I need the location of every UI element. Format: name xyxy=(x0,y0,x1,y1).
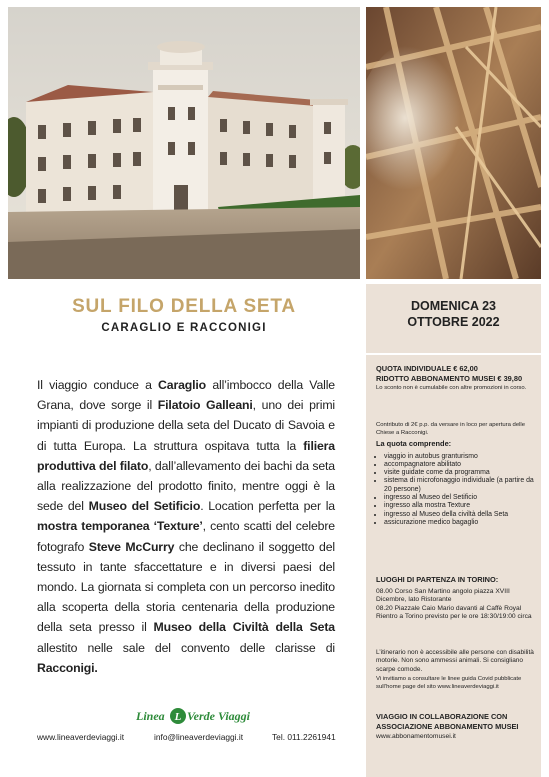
body-text-segment: , cento scatti del celebre fotografo xyxy=(37,519,335,554)
svg-text:Linea: Linea xyxy=(136,709,165,723)
includes-item: • assicurazione medico bagaglio xyxy=(384,519,536,527)
collab-line-2: ASSOCIAZIONE ABBONAMENTO MUSEI xyxy=(376,721,519,731)
loom-photo xyxy=(366,7,541,279)
body-text-segment: , uno dei primi impianti di produzione della seta del Ducato di Savoia e di tutta Europa. La struttura ospitava tutta la xyxy=(37,398,335,453)
date-line-2: OTTOBRE 2022 xyxy=(407,315,500,329)
footer-email-link[interactable]: info@lineaverdeviaggi.it xyxy=(154,732,244,742)
castle-photo xyxy=(8,7,360,279)
description-paragraph xyxy=(37,375,335,678)
svg-text:L: L xyxy=(174,711,182,723)
includes-item: • ingresso al Museo del Setificio xyxy=(384,494,536,502)
collaboration-section xyxy=(376,712,536,742)
collab-line-1: VIAGGIO IN COLLABORAZIONE CON xyxy=(376,712,508,721)
body-highlight: Steve McCurry xyxy=(88,539,175,554)
includes-item: • ingresso al Museo della civiltà della Seta xyxy=(384,511,536,519)
includes-item: • sistema di microfonaggio individuale (a partire da 20 persone) xyxy=(384,477,536,494)
includes-item: • viaggio in autobus granturismo xyxy=(384,453,536,461)
departure-point-1: 08.00 Corso San Martino angolo piazza XVIII Dicembre, lato Ristorante xyxy=(376,587,510,604)
includes-list xyxy=(376,453,536,528)
body-highlight: Museo della Civiltà della Seta xyxy=(153,620,335,635)
page-title: SUL FILO DELLA SETA xyxy=(72,296,296,317)
event-date xyxy=(366,298,541,330)
price-section xyxy=(376,364,536,392)
page-subtitle: CARAGLIO E RACCONIGI xyxy=(101,322,267,334)
contribution-note: Contributo di 2€ p.p. da versare in loco per apertura delle Chiese a Racconigi. xyxy=(376,422,525,436)
body-text-segment: allestito nelle sale del convento delle clarisse di xyxy=(37,640,335,655)
departure-section xyxy=(376,576,536,622)
body-highlight: filiera produttiva del filato xyxy=(37,438,335,473)
price-full: QUOTA INDIVIDUALE € 62,00 xyxy=(376,364,478,373)
price-reduced: RIDOTTO ABBONAMENTO MUSEI € 39,80 xyxy=(376,373,523,383)
includes-item: • ingresso alla mostra Texture xyxy=(384,502,536,510)
body-text-segment: Il viaggio conduce a xyxy=(37,378,159,392)
includes-section xyxy=(376,440,536,527)
body-text-segment: che declinano il soggetto del tessuto in tante sfaccettature e in diversi paesi del mondo. La giornata si completa con un percorso inedito alla scoperta della storia centenaria della produzione della seta presso il xyxy=(37,539,335,635)
body-highlight: mostra temporanea ‘Texture’ xyxy=(37,519,203,534)
linea-verde-logo xyxy=(136,704,254,728)
body-highlight: Racconigi. xyxy=(37,660,98,675)
includes-title: La quota comprende: xyxy=(376,439,452,448)
includes-item: • accompagnatore abilitato xyxy=(384,461,536,469)
footer-website-link[interactable]: www.lineaverdeviaggi.it xyxy=(37,732,125,742)
footer-phone: Tel. 011.2261941 xyxy=(272,732,336,742)
covid-note: Vi invitiamo a consultare le linee guida Covid pubblicate sull’home page del sito www.lineaverdeviaggi.it xyxy=(376,676,522,690)
abbonamento-musei-link[interactable]: www.abbonamentomusei.it xyxy=(376,733,456,741)
body-text-segment: all’imbocco della Valle Grana, dove sorge il xyxy=(37,378,335,413)
accessibility-note: L’itinerario non è accessibile alle persone con disabilità motorie. Non sono ammessi animali. Si consigliano scarpe comode. xyxy=(376,649,534,673)
date-line-1: DOMENICA 23 xyxy=(411,299,496,313)
body-text-segment: . Location perfetta per la xyxy=(200,499,335,514)
body-highlight: Museo del Setificio xyxy=(88,499,201,514)
return-time: Rientro a Torino previsto per le ore 18:30/19:00 circa xyxy=(376,613,532,621)
includes-item: • visite guidate come da programma xyxy=(384,469,536,477)
price-note: Lo sconto non è cumulabile con altre promozioni in corso. xyxy=(376,384,527,391)
departure-point-2: 08.20 Piazzale Caio Mario davanti al Caffè Royal xyxy=(376,604,522,612)
body-highlight: Filatoio Galleani xyxy=(157,398,253,413)
body-highlight: Caraglio xyxy=(158,378,207,392)
info-panel xyxy=(366,284,541,777)
svg-text:Verde Viaggi: Verde Viaggi xyxy=(187,709,251,723)
panel-divider xyxy=(366,353,541,355)
departure-title: LUOGHI DI PARTENZA IN TORINO: xyxy=(376,575,499,584)
body-text-segment: , dall’allevamento dei bachi da seta alla realizzazione del prodotto finito, mentre oggi è la sede del xyxy=(37,458,335,514)
